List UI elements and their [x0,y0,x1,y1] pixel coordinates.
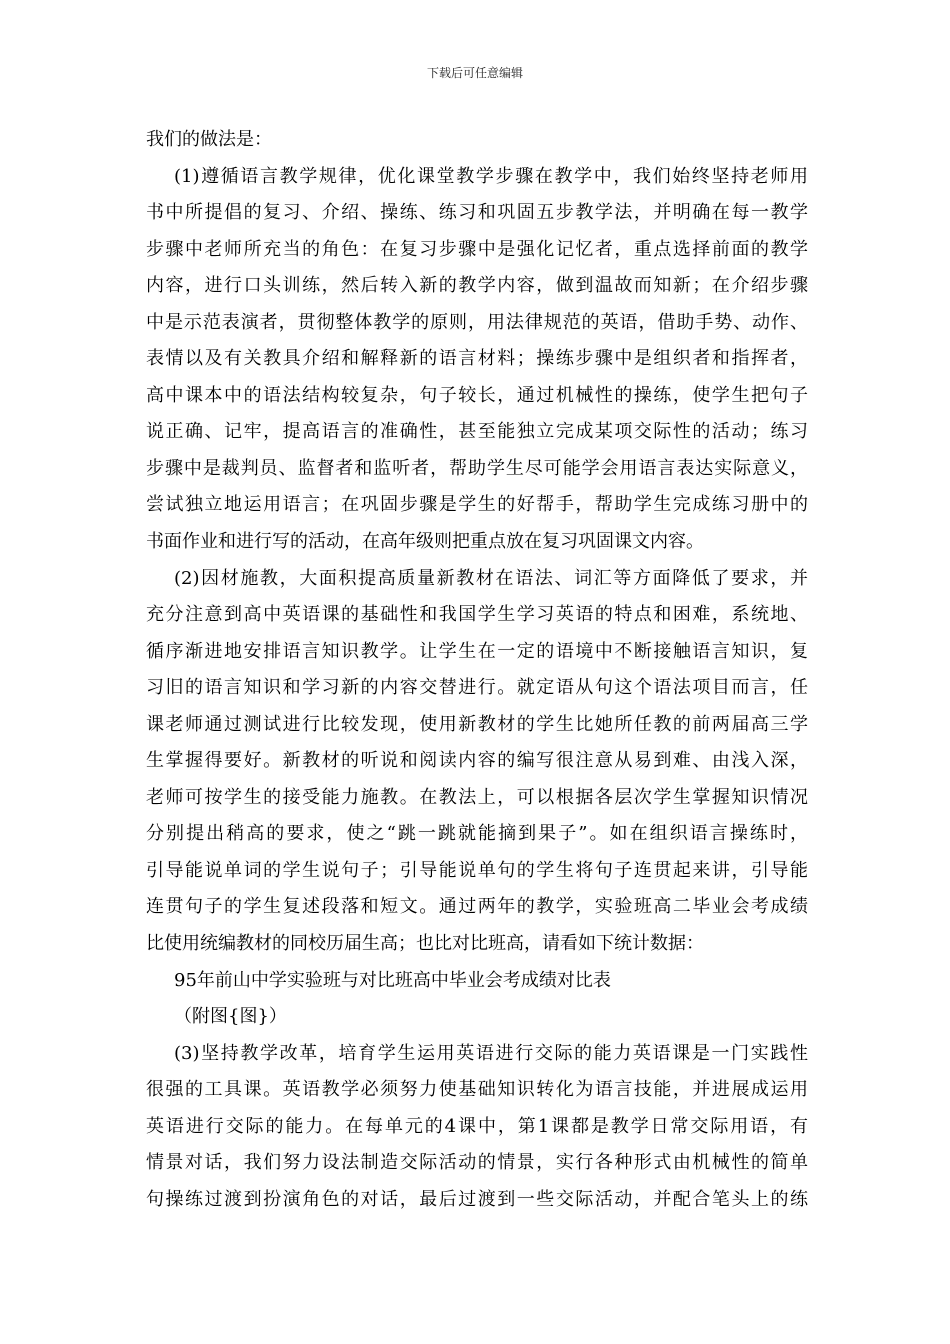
text-line: 书中所提倡的复习、介绍、操练、练习和巩固五步教学法，并明确在每一教学 [146,202,808,224]
text-line: 步骤中老师所充当的角色：在复习步骤中是强化记忆者，重点选择前面的教学 [146,238,808,260]
table-caption: 95年前山中学实验班与对比班高中毕业会考成绩对比表 [174,969,611,991]
text-line: 情景对话，我们努力设法制造交际活动的情景，实行各种形式由机械性的简单 [146,1152,808,1174]
text-line: 句操练过渡到扮演角色的对话，最后过渡到一些交际活动，并配合笔头上的练 [146,1188,808,1210]
text-line: 充分注意到高中英语课的基础性和我国学生学习英语的特点和困难，系统地、 [146,604,808,626]
paragraph-1-start: (1)遵循语言教学规律，优化课堂教学步骤在教学中，我们始终坚持老师用 [174,165,808,187]
text-line: 习旧的语言知识和学习新的内容交替进行。就定语从句这个语法项目而言，任 [146,677,808,699]
text-line: 步骤中是裁判员、监督者和监听者，帮助学生尽可能学会用语言表达实际意义， [146,457,808,479]
text-line: 连贯句子的学生复述段落和短文。通过两年的教学，实验班高二毕业会考成绩 [146,896,808,918]
text-line: 尝试独立地运用语言；在巩固步骤是学生的好帮手，帮助学生完成练习册中的 [146,494,808,516]
text-line: 生掌握得要好。新教材的听说和阅读内容的编写很注意从易到难、由浅入深， [146,750,808,772]
text-line: 说正确、记牢，提高语言的准确性，甚至能独立完成某项交际性的活动；练习 [146,421,808,443]
paragraph-2-start: (2)因材施教，大面积提高质量新教材在语法、词汇等方面降低了要求，并 [174,567,808,589]
text-line: 中是示范表演者，贯彻整体教学的原则，用法律规范的英语，借助手势、动作、 [146,311,808,333]
text-line: 课老师通过测试进行比较发现，使用新教材的学生比她所任教的前两届高三学 [146,713,808,735]
text-line: 书面作业和进行写的活动，在高年级则把重点放在复习巩固课文内容。 [146,531,704,553]
text-line: 内容，进行口头训练，然后转入新的教学内容，做到温故而知新；在介绍步骤 [146,275,808,297]
text-line: 英语进行交际的能力。在每单元的4课中，第1课都是教学日常交际用语，有 [146,1115,808,1137]
text-line: 很强的工具课。英语教学必须努力使基础知识转化为语言技能，并进展成运用 [146,1079,808,1101]
text-line: 分别提出稍高的要求，使之“跳一跳就能摘到果子”。如在组织语言操练时， [146,823,808,845]
text-line: 我们的做法是： [146,129,272,150]
text-line: 循序渐进地安排语言知识教学。让学生在一定的语境中不断接触语言知识，复 [146,640,808,662]
text-line: 老师可按学生的接受能力施教。在教法上，可以根据各层次学生掌握知识情况 [146,786,808,808]
text-line: 引导能说单词的学生说句子；引导能说单句的学生将句子连贯起来讲，引导能 [146,859,808,881]
text-line: 高中课本中的语法结构较复杂，句子较长，通过机械性的操练，使学生把句子 [146,384,808,406]
text-line: 比使用统编教材的同校历届生高；也比对比班高，请看如下统计数据： [146,933,704,955]
paragraph-3-start: (3)坚持教学改革，培育学生运用英语进行交际的能力英语课是一门实践性 [174,1042,808,1064]
text-line: 表情以及有关教具介绍和解释新的语言材料；操练步骤中是组织者和指挥者， [146,348,808,370]
document-body [146,122,808,1218]
page-header: 下载后可任意编辑 [426,66,523,80]
figure-placeholder: （附图{图}） [174,1006,287,1028]
